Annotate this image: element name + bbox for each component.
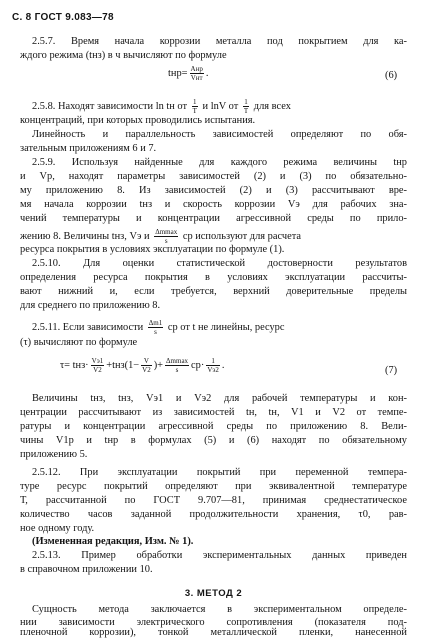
section-title: 3. МЕТОД 2 [184,588,243,599]
formula-6-tail: . [205,67,209,79]
para-2-5-9-values: жению 8. Величины tнз, Vэ и [20,230,150,242]
method-2-line3: пленочной коррозии), тонкой металлической пленки, нанесенной [20,627,407,638]
fraction-den: Vэ2 [207,366,219,374]
para-2-5-10-line4: для среднего по приложению 8. [20,300,161,311]
para-2-5-13-line1: 2.5.13. Пример обработки экспериментальных данных приведен [32,550,407,561]
para-2-5-8-ln-v: и lnV от [202,100,239,112]
formula-7-number: (7) [385,365,398,376]
para-2-5-12-line5: ное одному году. [20,523,95,534]
fraction-num: Δmmax [155,228,178,236]
para-2-5-8-all: для всех [253,100,291,112]
para-2-5-9-usage: ср используют для расчета [182,230,301,242]
formula-6-numerator: Aнр [190,65,203,73]
para-values-line3: ратуры и концентрации агрессивной среды по приложению 8. Вели- [20,421,407,432]
fraction-den: V2 [142,366,151,374]
formula-6-number: (6) [385,70,398,81]
para-2-5-10-line1: 2.5.10. Для оценки статистической достоверности результатов [32,258,407,269]
para-2-5-8-line1 [32,98,407,115]
formula-7-frac4 [206,357,220,374]
formula-6-denominator: Vнт [190,74,203,82]
para-2-5-12-line4: количество часов заданной продолжительности хранения, τ0, рав- [20,509,407,520]
para-2-5-9-line5: чений температуры и концентрации агрессивной среды по прило- [20,213,407,224]
fraction-num: Vэ1 [91,357,104,365]
para-2-5-11-text: 2.5.11. Если зависимости [32,321,144,333]
amendment-note: (Измененная редакция, Изм. № 1). [32,536,194,547]
fraction-den: T [192,107,197,115]
para-values-line4: чины V1р и tнр в формулах (5) и (6) находят по обязательному [20,435,407,446]
para-linearity-line2: зательным приложениям 6 и 7. [20,143,157,154]
para-2-5-12-line2: туре ресурс покрытий определяют при эквивалентной температуре [20,481,407,492]
method-2-line1: Сущность метода заключается в экспериментальном определе- [32,604,407,615]
formula-7-part1: τ= tнз· [60,359,89,371]
para-2-5-8-ln-t: ln tн от [155,100,188,112]
formula-6-lhs: tнр= [168,67,188,79]
formula-6-fraction [190,65,204,82]
formula-7-part5: . [221,359,225,371]
para-2-5-8-line2: концентраций, при которых проводились испытания. [20,115,256,126]
formula-7-part2: +tнз(1− [106,359,140,371]
fraction-1-over-T-2 [243,98,249,115]
formula-7-frac2 [141,357,152,374]
para-2-5-10-line3: вают нижний и, если требуется, верхний доверительные пределы [20,286,407,297]
formula-7-part3: )+ [153,359,164,371]
formula-6 [168,65,208,82]
para-2-5-9-line2: и Vр, находят параметры зависимостей (2) и (3) по обязательно- [20,171,407,182]
fraction-num: Δm1 [148,319,163,327]
para-2-5-11-line1 [32,319,407,336]
para-2-5-9-line4: мя начала коррозии tнз и скорость коррозии Vэ для рабочих зна- [20,199,407,210]
fraction-den: s [175,366,179,374]
fraction-num: 1 [206,357,220,366]
fraction-den: T [243,107,249,115]
page-header: С. 8 ГОСТ 9.083—78 [12,12,114,23]
fraction-1-over-T [192,98,198,115]
para-linearity-line1: Линейность и параллельность зависимостей определяют по обя- [32,129,407,140]
para-2-5-12-line1: 2.5.12. При эксплуатации покрытий при переменной темпера- [32,467,407,478]
fraction-dm-max-over-s [154,228,178,245]
formula-7 [60,357,225,374]
fraction-num: V [141,357,152,366]
fraction-dm1-over-s [148,319,163,336]
para-values-line2: центрации рассчитывают из зависимостей tн, tн, V1 и V2 от темпе- [20,407,407,418]
formula-7-frac3 [165,357,189,374]
para-2-5-8-text: 2.5.8. Находят зависимости [32,100,154,112]
fraction-den: s [154,328,157,336]
fraction-num: 1 [244,98,248,106]
formula-7-part4: ср· [191,359,205,371]
fraction-num: Δmmax [166,357,189,365]
para-2-5-7-line2: ждого режима (tнз) в ч вычисляют по формуле [20,50,227,61]
para-2-5-9-line1: 2.5.9. Используя найденные для каждого режима величины tнр [32,157,407,168]
fraction-den: V2 [93,366,102,374]
para-2-5-9-line3: му приложению 8. Из зависимостей (2) и (3) рассчитывают вре- [20,185,407,196]
method-2-line2: нии зависимости электрического сопротивления (показателя под- [20,617,407,628]
para-2-5-10-line2: определения ресурса покрытия в условиях эксплуатации рассчиты- [20,272,407,283]
para-values-line5: приложению 5. [20,449,88,460]
para-values-line1: Величины tнз, tнз, Vэ1 и Vэ2 для рабочей температуры и кон- [32,393,407,404]
fraction-num: 1 [193,98,197,106]
para-2-5-9-line6 [20,228,407,245]
para-2-5-12-line3: Т, рассчитанной по ГОСТ 9.707—81, принимая среднестатическое [20,495,407,506]
para-2-5-11-line2: (τ) вычисляют по формуле [20,337,138,348]
formula-7-frac1 [91,357,105,374]
fraction-den: s [164,237,168,245]
para-2-5-11-tail: ср от t не линейны, ресурс [167,321,285,333]
para-2-5-9-line7: ресурса покрытия в условиях эксплуатации по формуле (1). [20,244,285,255]
para-2-5-13-line2: в справочном приложении 10. [20,564,153,575]
para-2-5-7-line1: 2.5.7. Время начала коррозии металла под покрытием для ка- [32,36,407,47]
